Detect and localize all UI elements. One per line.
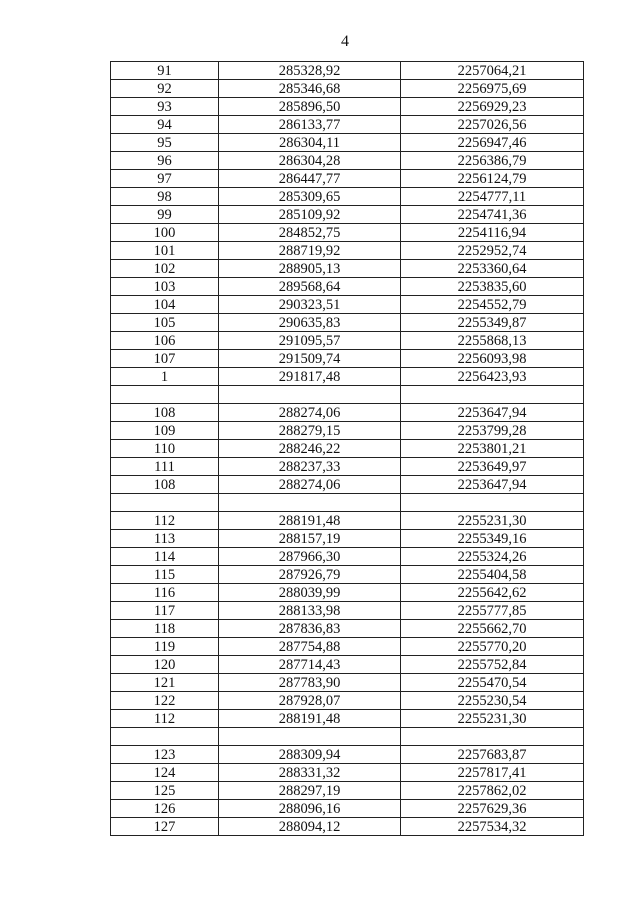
point-number-cell: 114 xyxy=(111,548,219,566)
y-coordinate-cell: 2256423,93 xyxy=(401,368,584,386)
x-coordinate-cell: 286304,28 xyxy=(219,152,401,170)
point-number-cell: 103 xyxy=(111,278,219,296)
y-coordinate-cell: 2256124,79 xyxy=(401,170,584,188)
table-row xyxy=(111,800,584,818)
point-number-cell: 99 xyxy=(111,206,219,224)
separator-row xyxy=(111,494,584,512)
table-row xyxy=(111,332,584,350)
table-row xyxy=(111,440,584,458)
x-coordinate-cell: 287836,83 xyxy=(219,620,401,638)
y-coordinate-cell: 2253801,21 xyxy=(401,440,584,458)
point-number-cell: 96 xyxy=(111,152,219,170)
table-row xyxy=(111,224,584,242)
x-coordinate-cell: 289568,64 xyxy=(219,278,401,296)
y-coordinate-cell: 2253835,60 xyxy=(401,278,584,296)
table-row xyxy=(111,296,584,314)
y-coordinate-cell: 2254116,94 xyxy=(401,224,584,242)
table-row xyxy=(111,710,584,728)
separator-row xyxy=(111,728,584,746)
point-number-cell: 101 xyxy=(111,242,219,260)
y-coordinate-cell: 2254552,79 xyxy=(401,296,584,314)
x-coordinate-cell: 288719,92 xyxy=(219,242,401,260)
y-coordinate-cell: 2257064,21 xyxy=(401,62,584,80)
x-coordinate-cell: 288191,48 xyxy=(219,710,401,728)
y-coordinate-cell: 2257629,36 xyxy=(401,800,584,818)
y-coordinate-cell: 2256947,46 xyxy=(401,134,584,152)
table-row xyxy=(111,170,584,188)
y-coordinate-cell: 2255642,62 xyxy=(401,584,584,602)
x-coordinate-cell: 287714,43 xyxy=(219,656,401,674)
x-coordinate-cell: 288237,33 xyxy=(219,458,401,476)
point-number-cell: 112 xyxy=(111,512,219,530)
x-coordinate-cell xyxy=(219,386,401,404)
x-coordinate-cell: 286447,77 xyxy=(219,170,401,188)
point-number-cell: 111 xyxy=(111,458,219,476)
x-coordinate-cell: 288157,19 xyxy=(219,530,401,548)
point-number-cell: 110 xyxy=(111,440,219,458)
x-coordinate-cell: 285328,92 xyxy=(219,62,401,80)
table-row xyxy=(111,242,584,260)
coordinates-table xyxy=(110,61,584,836)
point-number-cell: 1 xyxy=(111,368,219,386)
table-row xyxy=(111,764,584,782)
y-coordinate-cell xyxy=(401,728,584,746)
separator-row xyxy=(111,386,584,404)
y-coordinate-cell: 2253647,94 xyxy=(401,404,584,422)
y-coordinate-cell: 2256386,79 xyxy=(401,152,584,170)
table-row xyxy=(111,458,584,476)
x-coordinate-cell: 288133,98 xyxy=(219,602,401,620)
coordinates-table-body xyxy=(111,62,584,836)
point-number-cell: 108 xyxy=(111,404,219,422)
table-row xyxy=(111,206,584,224)
y-coordinate-cell: 2255404,58 xyxy=(401,566,584,584)
x-coordinate-cell: 286133,77 xyxy=(219,116,401,134)
y-coordinate-cell: 2257862,02 xyxy=(401,782,584,800)
point-number-cell: 112 xyxy=(111,710,219,728)
y-coordinate-cell: 2257817,41 xyxy=(401,764,584,782)
point-number-cell: 92 xyxy=(111,80,219,98)
point-number-cell: 124 xyxy=(111,764,219,782)
point-number-cell: 113 xyxy=(111,530,219,548)
point-number-cell: 95 xyxy=(111,134,219,152)
y-coordinate-cell: 2255349,87 xyxy=(401,314,584,332)
point-number-cell: 123 xyxy=(111,746,219,764)
point-number-cell: 108 xyxy=(111,476,219,494)
y-coordinate-cell: 2253360,64 xyxy=(401,260,584,278)
x-coordinate-cell: 288905,13 xyxy=(219,260,401,278)
point-number-cell: 117 xyxy=(111,602,219,620)
y-coordinate-cell: 2255868,13 xyxy=(401,332,584,350)
point-number-cell: 115 xyxy=(111,566,219,584)
x-coordinate-cell: 290635,83 xyxy=(219,314,401,332)
y-coordinate-cell: 2253647,94 xyxy=(401,476,584,494)
table-row xyxy=(111,566,584,584)
y-coordinate-cell: 2255662,70 xyxy=(401,620,584,638)
y-coordinate-cell: 2254741,36 xyxy=(401,206,584,224)
x-coordinate-cell xyxy=(219,494,401,512)
y-coordinate-cell: 2253649,97 xyxy=(401,458,584,476)
table-row xyxy=(111,782,584,800)
x-coordinate-cell: 288191,48 xyxy=(219,512,401,530)
y-coordinate-cell: 2255231,30 xyxy=(401,512,584,530)
x-coordinate-cell: 285346,68 xyxy=(219,80,401,98)
point-number-cell: 100 xyxy=(111,224,219,242)
table-row xyxy=(111,134,584,152)
point-number-cell: 109 xyxy=(111,422,219,440)
table-row xyxy=(111,116,584,134)
y-coordinate-cell: 2257534,32 xyxy=(401,818,584,836)
table-row xyxy=(111,80,584,98)
point-number-cell: 98 xyxy=(111,188,219,206)
y-coordinate-cell: 2255349,16 xyxy=(401,530,584,548)
x-coordinate-cell: 284852,75 xyxy=(219,224,401,242)
y-coordinate-cell: 2256093,98 xyxy=(401,350,584,368)
point-number-cell: 116 xyxy=(111,584,219,602)
point-number-cell xyxy=(111,386,219,404)
y-coordinate-cell: 2255230,54 xyxy=(401,692,584,710)
table-row xyxy=(111,584,584,602)
table-row xyxy=(111,188,584,206)
table-row xyxy=(111,368,584,386)
table-row xyxy=(111,548,584,566)
table-row xyxy=(111,818,584,836)
table-row xyxy=(111,422,584,440)
table-row xyxy=(111,476,584,494)
x-coordinate-cell: 291095,57 xyxy=(219,332,401,350)
point-number-cell: 106 xyxy=(111,332,219,350)
table-row xyxy=(111,350,584,368)
point-number-cell xyxy=(111,494,219,512)
x-coordinate-cell: 285109,92 xyxy=(219,206,401,224)
table-row xyxy=(111,152,584,170)
table-row xyxy=(111,746,584,764)
x-coordinate-cell: 287966,30 xyxy=(219,548,401,566)
x-coordinate-cell: 288297,19 xyxy=(219,782,401,800)
x-coordinate-cell: 286304,11 xyxy=(219,134,401,152)
x-coordinate-cell: 287926,79 xyxy=(219,566,401,584)
point-number-cell: 118 xyxy=(111,620,219,638)
point-number-cell: 105 xyxy=(111,314,219,332)
point-number-cell: 126 xyxy=(111,800,219,818)
table-row xyxy=(111,314,584,332)
table-row xyxy=(111,602,584,620)
x-coordinate-cell: 285309,65 xyxy=(219,188,401,206)
point-number-cell: 122 xyxy=(111,692,219,710)
point-number-cell: 97 xyxy=(111,170,219,188)
point-number-cell: 91 xyxy=(111,62,219,80)
point-number-cell: 104 xyxy=(111,296,219,314)
x-coordinate-cell: 291509,74 xyxy=(219,350,401,368)
x-coordinate-cell: 291817,48 xyxy=(219,368,401,386)
table-row xyxy=(111,530,584,548)
x-coordinate-cell: 288274,06 xyxy=(219,476,401,494)
x-coordinate-cell: 287783,90 xyxy=(219,674,401,692)
x-coordinate-cell: 285896,50 xyxy=(219,98,401,116)
y-coordinate-cell: 2255231,30 xyxy=(401,710,584,728)
y-coordinate-cell: 2255752,84 xyxy=(401,656,584,674)
point-number-cell: 121 xyxy=(111,674,219,692)
y-coordinate-cell: 2254777,11 xyxy=(401,188,584,206)
table-row xyxy=(111,62,584,80)
table-row xyxy=(111,512,584,530)
point-number-cell: 127 xyxy=(111,818,219,836)
table-row xyxy=(111,620,584,638)
x-coordinate-cell: 288039,99 xyxy=(219,584,401,602)
y-coordinate-cell xyxy=(401,386,584,404)
x-coordinate-cell xyxy=(219,728,401,746)
y-coordinate-cell: 2255777,85 xyxy=(401,602,584,620)
x-coordinate-cell: 288096,16 xyxy=(219,800,401,818)
y-coordinate-cell: 2255470,54 xyxy=(401,674,584,692)
y-coordinate-cell: 2256975,69 xyxy=(401,80,584,98)
x-coordinate-cell: 288331,32 xyxy=(219,764,401,782)
point-number-cell: 119 xyxy=(111,638,219,656)
y-coordinate-cell xyxy=(401,494,584,512)
table-row xyxy=(111,404,584,422)
x-coordinate-cell: 288094,12 xyxy=(219,818,401,836)
y-coordinate-cell: 2257683,87 xyxy=(401,746,584,764)
y-coordinate-cell: 2255770,20 xyxy=(401,638,584,656)
table-row xyxy=(111,674,584,692)
y-coordinate-cell: 2252952,74 xyxy=(401,242,584,260)
x-coordinate-cell: 288279,15 xyxy=(219,422,401,440)
point-number-cell: 125 xyxy=(111,782,219,800)
point-number-cell: 107 xyxy=(111,350,219,368)
x-coordinate-cell: 287928,07 xyxy=(219,692,401,710)
x-coordinate-cell: 288309,94 xyxy=(219,746,401,764)
point-number-cell: 120 xyxy=(111,656,219,674)
y-coordinate-cell: 2257026,56 xyxy=(401,116,584,134)
table-row xyxy=(111,692,584,710)
table-row xyxy=(111,98,584,116)
y-coordinate-cell: 2253799,28 xyxy=(401,422,584,440)
point-number-cell xyxy=(111,728,219,746)
x-coordinate-cell: 287754,88 xyxy=(219,638,401,656)
y-coordinate-cell: 2255324,26 xyxy=(401,548,584,566)
point-number-cell: 94 xyxy=(111,116,219,134)
point-number-cell: 102 xyxy=(111,260,219,278)
table-row xyxy=(111,638,584,656)
x-coordinate-cell: 288246,22 xyxy=(219,440,401,458)
table-row xyxy=(111,656,584,674)
y-coordinate-cell: 2256929,23 xyxy=(401,98,584,116)
table-row xyxy=(111,260,584,278)
x-coordinate-cell: 288274,06 xyxy=(219,404,401,422)
point-number-cell: 93 xyxy=(111,98,219,116)
page-number: 4 xyxy=(341,33,349,50)
table-row xyxy=(111,278,584,296)
x-coordinate-cell: 290323,51 xyxy=(219,296,401,314)
